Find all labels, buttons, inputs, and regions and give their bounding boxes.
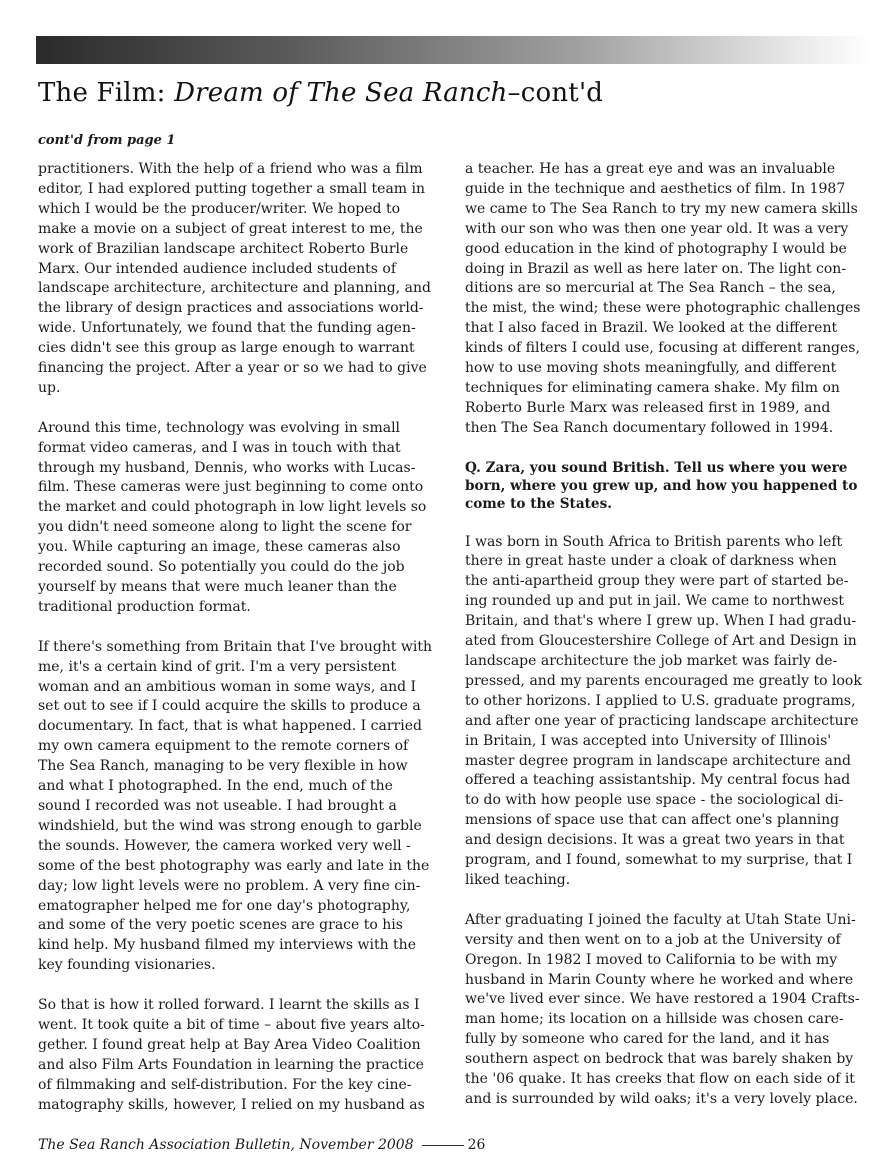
paragraph: After graduating I joined the faculty at Utah State Uni-versity and then went on to a job at the University of Oregon. In 1982 I moved to California to be with my husband in Marin County where he worked and where we've lived ever since. We have restored a 1904 Crafts-man home; its location on a hillside was chosen care-fully by someone who cared for the land, and it has southern aspect on bedrock that was barely shaken by the '06 quake. It has creeks that flow on each side of it and is surrounded by wild oaks; it's a very lovely place. xyxy=(465,911,860,1107)
interview-question: Q. Zara, you sound British. Tell us where you were born, where you grew up, and how you happened to come to the States. xyxy=(465,459,858,512)
footer-rule xyxy=(422,1145,464,1146)
page-title xyxy=(38,78,603,108)
paragraph: If there's something from Britain that I've brought with me, it's a certain kind of grit. I'm a very persistent woman and an ambitious woman in some ways, and I set out to see if I could acquire the skills to produce a documentary. In fact, that is what happened. I carried my own camera equipment to the remote corners of The Sea Ranch, managing to be very flexible in how and what I photographed. In the end, much of the sound I recorded was not useable. I had brought a windshield, but the wind was strong enough to garble the sounds. However, the camera worked very well - some of the best photography was early and late in the day; low light levels were no problem. A very fine cin-ematographer helped me for one day's photography, and some of the very poetic scenes are grace to his kind help. My husband filmed my interviews with the key founding visionaries. xyxy=(38,638,433,974)
paragraph: I was born in South Africa to British parents who left there in great haste under a cloak of darkness when the anti-apartheid group they were part of started be-ing rounded up and put in jail. We came to northwest Britain, and that's where I grew up. When I had gradu-ated from Gloucestershire College of Art and Design in landscape architecture the job market was fairly de-pressed, and my parents encouraged me greatly to look to other horizons. I applied to U.S. graduate programs, and after one year of practicing landscape architecture in Britain, I was accepted into University of Illinois' master degree program in landscape architecture and offered a teaching assistantship. My central focus had to do with how people use space - the sociological di-mensions of space use that can affect one's planning and design decisions. It was a great two years in that program, and I found, somewhat to my surprise, that I liked teaching. xyxy=(465,533,862,888)
left-column xyxy=(38,160,436,1135)
page-footer xyxy=(38,1137,485,1153)
paragraph: practitioners. With the help of a friend who was a film editor, I had explored putting together a small team in which I would be the producer/writer. We hoped to make a movie on a subject of great interest to me, the work of Brazilian landscape architect Roberto Burle Marx. Our intended audience included students of landscape architecture, architecture and planning, and the library of design practices and associations world-wide. Unfortunately, we found that the funding agen-cies didn't see this group as large enough to warrant financing the project. After a year or so we had to give up. xyxy=(38,161,431,396)
paragraph: a teacher. He has a great eye and was an invaluable guide in the technique and aesthetics of film. In 1987 we came to The Sea Ranch to try my new camera skills with our son who was then one year old. It was a very good education in the kind of photography I would be doing in Brazil as well as here later on. The light con-ditions are so mercurial at The Sea Ranch – the sea, the mist, the wind; these were photographic challenges that I also faced in Brazil. We looked at the different kinds of filters I could use, focusing at different ranges, how to use moving shots meaningfully, and different techniques for eliminating camera shake. My film on Roberto Burle Marx was released first in 1989, and then The Sea Ranch documentary followed in 1994. xyxy=(465,161,861,436)
header-gradient-bar xyxy=(36,36,870,64)
page-number: 26 xyxy=(467,1137,486,1153)
title-suffix: –cont'd xyxy=(507,78,604,108)
paragraph: So that is how it rolled forward. I learnt the skills as I went. It took quite a bit of time – about five years alto-gether. I found great help at Bay Area Video Coalition and also Film Arts Foundation in learning the practice of filmmaking and self-distribution. For the key cine-matography skills, however, I relied on my husband as xyxy=(38,997,425,1113)
film-title: Dream of The Sea Ranch xyxy=(174,78,508,108)
continued-label: cont'd from page 1 xyxy=(38,133,176,148)
paragraph: Around this time, technology was evolving in small format video cameras, and I was in touch with that through my husband, Dennis, who works with Lucas-film. These cameras were just beginning to come onto the market and could photograph in low light levels so you didn't need someone along to light the scene for you. While capturing an image, these cameras also recorded sound. So potentially you could do the job yourself by means that were much leaner than the traditional production format. xyxy=(38,419,427,615)
publication-name: The Sea Ranch Association Bulletin, November 2008 xyxy=(38,1137,414,1153)
right-column xyxy=(465,160,863,1130)
title-prefix: The Film: xyxy=(38,78,175,108)
